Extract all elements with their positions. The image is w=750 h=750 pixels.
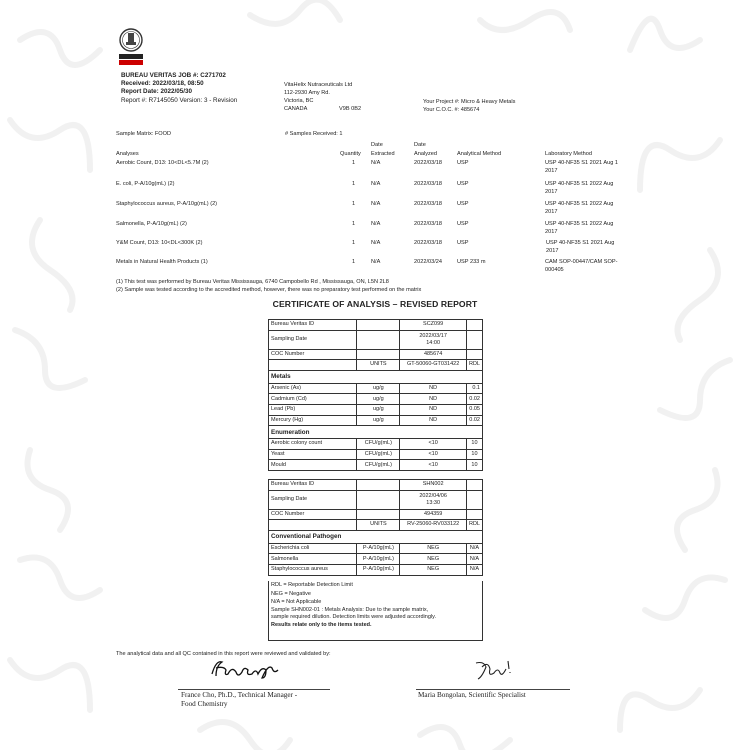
pathogen-value: NEG [400,543,467,554]
samples-received: # Samples Received: 1 [285,131,343,137]
table-row [269,543,483,554]
metal-rdl: 0.1 [466,383,482,394]
col-date-extracted-2: Extracted [371,151,395,157]
notes-box [268,581,483,641]
analysis-lab-method: USP 40-NF35 S1 2021 Aug [546,240,615,246]
pathogen-name: Salmonella [269,554,357,565]
analysis-lab-method-2: 000405 [545,267,564,273]
metal-value: ND [400,383,467,394]
section-row [269,530,483,543]
report-number: Report #: R7145050 Version: 3 - Revision [121,97,238,104]
note-results: Results relate only to the items tested. [271,621,372,628]
col-analytical-method: Analytical Method [457,151,502,157]
pathogen-rdl: N/A [466,543,482,554]
note-neg: NEG = Negative [271,590,311,597]
rdl-header: RDL [466,520,482,531]
sampling-date: 2022/03/17 [419,332,447,339]
enum-value: <10 [400,460,467,471]
analysis-qty: 1 [352,160,356,166]
analysis-analyzed: 2022/03/18 [414,240,442,246]
coc-label: COC Number [269,509,357,520]
col-date-analyzed-2: Analyzed [414,151,438,157]
signature-line-right [416,689,570,690]
bv-id-value: SHN002 [400,480,467,491]
analysis-analyzed: 2022/03/18 [414,201,442,207]
analysis-analyzed: 2022/03/18 [414,160,442,166]
analysis-extracted: N/A [371,259,381,265]
analysis-method: USP [457,240,469,246]
col-date-analyzed-1: Date [414,142,426,148]
metal-name: Arsenic (As) [269,383,357,394]
sampling-time: 14:00 [426,339,440,346]
col-date-extracted-1: Date [371,142,383,148]
table-row [269,383,483,394]
client-postal: V9B 0B2 [339,106,362,112]
bv-id-label: Bureau Veritas ID [269,320,357,331]
analysis-lab-method-2: 2017 [546,248,559,254]
analysis-extracted: N/A [371,201,381,207]
analysis-method: USP [457,181,469,187]
analysis-lab-method-2: 2017 [545,209,558,215]
pathogen-value: NEG [400,554,467,565]
analysis-lab-method: CAM SOP-00447/CAM SOP- [545,259,618,265]
analysis-analyzed: 2022/03/18 [414,181,442,187]
metal-unit: ug/g [357,394,400,405]
analysis-extracted: N/A [371,221,381,227]
pathogen-unit: P-A/10g(mL) [357,564,400,575]
enum-unit: CFU/g(mL) [357,439,400,450]
enum-name: Mould [269,460,357,471]
analysis-name: E. coli, P-A/10g(mL) (2) [116,181,175,187]
signatory-left-dept: Food Chemistry [181,700,228,708]
pathogen-value: NEG [400,564,467,575]
sampling-date-label: Sampling Date [269,330,357,349]
enum-name: Yeast [269,449,357,460]
metal-rdl: 0.02 [466,415,482,426]
table-row [269,320,483,331]
units-header: UNITS [357,360,400,371]
client-country: CANADA [284,106,308,112]
job-number: BUREAU VERITAS JOB #: C271702 [121,72,226,79]
signatory-left-title: France Cho, Ph.D., Technical Manager - [181,691,298,699]
signatory-right: Maria Bongolan, Scientific Specialist [418,691,526,699]
col-laboratory-method: Laboratory Method [545,151,592,157]
table-row [269,394,483,405]
enum-name: Aerobic colony count [269,439,357,450]
enum-rdl: 10 [466,460,482,471]
analysis-name: Metals in Natural Health Products (1) [116,259,208,265]
section-row [269,426,483,439]
analysis-qty: 1 [352,221,356,227]
analysis-name: Staphylococcus aureus, P-A/10g(mL) (2) [116,201,218,207]
units-header: UNITS [357,520,400,531]
results-table-scz099 [268,319,483,471]
pathogen-name: Staphylococcus aureus [269,564,357,575]
note-sample-1: Sample SHN002-01 : Metals Analysis: Due to the sample matrix, [271,606,429,613]
note-sample-2: sample required dilution. Detection limits were adjusted accordingly. [271,613,436,620]
table-row [269,439,483,450]
analysis-lab-method: USP 40-NF35 S1 2022 Aug [545,221,614,227]
validation-statement: The analytical data and all QC contained in this report were reviewed and validated by: [116,651,331,657]
note-na: N/A = Not Applicable [271,599,322,606]
metal-name: Lead (Pb) [269,404,357,415]
analysis-qty: 1 [352,181,356,187]
table-row [269,349,483,360]
analysis-lab-method-2: 2017 [545,189,558,195]
bv-id-label: Bureau Veritas ID [269,480,357,491]
analysis-lab-method: USP 40-NF35 S1 2022 Aug [545,181,614,187]
enum-value: <10 [400,439,467,450]
results-table-shn002 [268,479,483,576]
enum-value: <10 [400,449,467,460]
coc-value: 485674 [400,349,467,360]
bv-id-value: SCZ099 [400,320,467,331]
sampling-time: 13:30 [426,499,441,506]
enum-unit: CFU/g(mL) [357,449,400,460]
pathogen-unit: P-A/10g(mL) [357,554,400,565]
coc-value: 494359 [400,509,467,520]
table-row [269,564,483,575]
analysis-lab-method-2: 2017 [545,229,558,235]
section-row [269,370,483,383]
table-row [269,360,483,371]
metal-unit: ug/g [357,415,400,426]
batch-number: GT-50060-GT031422 [400,360,467,371]
metal-unit: ug/g [357,404,400,415]
certificate-title: CERTIFICATE OF ANALYSIS – REVISED REPORT [272,299,478,309]
pathogen-rdl: N/A [466,564,482,575]
analysis-method: USP [457,221,469,227]
metal-value: ND [400,415,467,426]
enum-rdl: 10 [466,439,482,450]
metals-section-title: Metals [269,370,483,383]
rdl-header: RDL [466,360,482,371]
signature-line-left [178,689,330,690]
table-row [269,449,483,460]
col-quantity: Quantity [340,151,361,157]
client-name: VitaHelix Nutraceuticals Ltd [284,82,353,88]
metal-value: ND [400,404,467,415]
coc-number: Your C.O.C. #: 485674 [423,107,480,113]
note-rdl: RDL = Reportable Detection Limit [271,582,353,588]
analysis-method: USP [457,201,469,207]
signature-france-cho [210,656,290,682]
pathogen-rdl: N/A [466,554,482,565]
metal-value: ND [400,394,467,405]
table-row [269,520,483,531]
report-date: Report Date: 2022/05/30 [121,88,193,95]
analysis-qty: 1 [352,240,356,246]
table-row [269,330,483,349]
analysis-method: USP 233 m [457,259,486,265]
table-row [269,554,483,565]
client-address: 112-2930 Amy Rd. [284,90,330,96]
analysis-qty: 1 [352,259,356,265]
batch-number: RV-25060-RV033122 [400,520,467,531]
metal-rdl: 0.02 [466,394,482,405]
enumeration-section-title: Enumeration [269,426,483,439]
metal-rdl: 0.05 [466,404,482,415]
sample-matrix: Sample Matrix: FOOD [116,131,172,137]
analysis-name: Y&M Count, D13: 10<DL<300K (2) [116,240,203,246]
analysis-method: USP [457,160,469,166]
analysis-lab-method: USP 40-NF35 S1 2022 Aug [545,201,614,207]
signature-maria-bongolan [472,657,522,683]
enum-rdl: 10 [466,449,482,460]
metal-unit: ug/g [357,383,400,394]
analysis-lab-method-2: 2017 [545,168,558,174]
received-date: Received: 2022/03/18, 08:50 [121,80,204,87]
table-row [269,490,483,509]
bureau-veritas-logo [118,27,144,67]
footnote-1: (1) This test was performed by Bureau Veritas Mississauga, 6740 Campobello Rd , Mississauga, ON, L5N 2L8 [116,279,389,285]
analysis-analyzed: 2022/03/18 [414,221,442,227]
analysis-analyzed: 2022/03/24 [414,259,442,265]
pathogen-unit: P-A/10g(mL) [357,543,400,554]
sampling-date: 2022/04/06 [419,492,447,499]
analysis-name: Salmonella, P-A/10g(mL) (2) [116,221,187,227]
table-row [269,480,483,491]
table-row [269,404,483,415]
footnote-2: (2) Sample was tested according to the accredited method, however, there was no preparatory test performed on the matrix [116,287,422,293]
coc-label: COC Number [269,349,357,360]
sampling-date-value [400,490,467,509]
table-row [269,460,483,471]
analysis-extracted: N/A [371,160,381,166]
analysis-lab-method: USP 40-NF35 S1 2021 Aug 1 [545,160,618,166]
pathogen-section-title: Conventional Pathogen [269,530,483,543]
analysis-extracted: N/A [371,181,381,187]
analysis-qty: 1 [352,201,356,207]
table-row [269,415,483,426]
analysis-extracted: N/A [371,240,381,246]
analysis-name: Aerobic Count, D13: 10<DL<5.7M (2) [116,160,209,166]
sampling-date-label: Sampling Date [269,490,357,509]
client-city: Victoria, BC [284,98,314,104]
enum-unit: CFU/g(mL) [357,460,400,471]
sampling-date-value [400,330,467,349]
metal-name: Mercury (Hg) [269,415,357,426]
metal-name: Cadmium (Cd) [269,394,357,405]
project-number: Your Project #: Micro & Heavy Metals [423,99,516,105]
pathogen-name: Escherichia coli [269,543,357,554]
table-row [269,509,483,520]
col-analyses: Analyses [116,151,139,157]
